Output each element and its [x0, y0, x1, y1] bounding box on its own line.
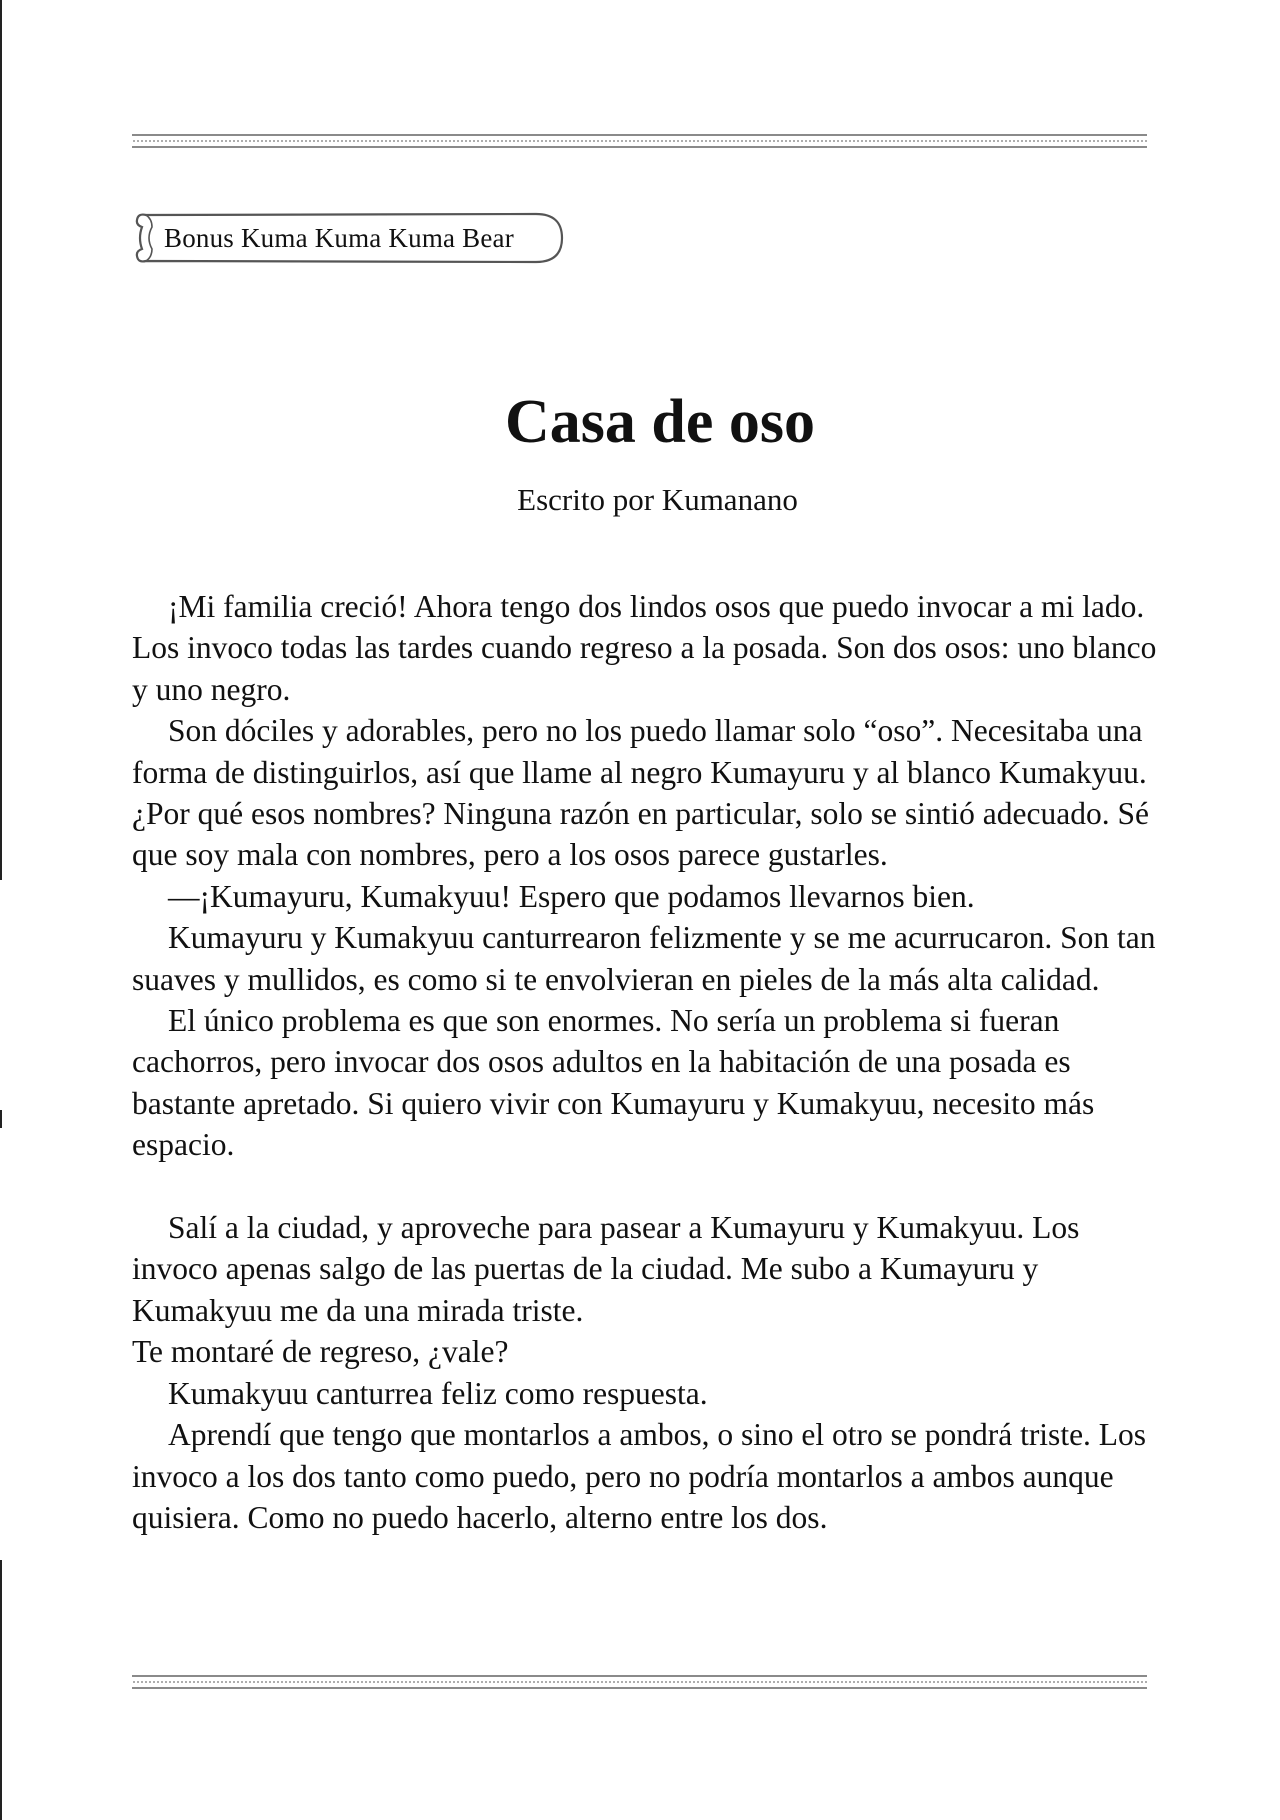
paragraph: Salí a la ciudad, y aproveche para pasear a Kumayuru y Kumakyuu. Los invoco apenas salgo de las puertas de la ciudad. Me subo a Kumayuru y Kumakyuu me da una mirada triste.	[132, 1210, 1080, 1328]
series-tag-label: Bonus Kuma Kuma Kuma Bear	[164, 223, 514, 253]
paragraph: Son dóciles y adorables, pero no los puedo llamar solo “oso”. Necesitaba una forma de distinguirlos, así que llame al negro Kumayuru y al blanco Kumakyuu. ¿Por qué esos nombres? Ninguna razón en particular, solo se sintió adecuado. Sé que soy mala con nombres, pero a los osos parece gustarles.	[132, 713, 1149, 873]
scan-edge-mark-middle	[0, 1110, 2, 1128]
paragraph: ¡Mi familia creció! Ahora tengo dos lindos osos que puedo invocar a mi lado. Los invoco todas las tardes cuando regreso a la posada. Son dos osos: uno blanco y uno negro.	[132, 589, 1157, 707]
chapter-author: Escrito por Kumanano	[517, 482, 798, 517]
paragraph: Kumakyuu canturrea feliz como respuesta.	[168, 1375, 708, 1411]
scan-edge-mark-bottom	[0, 1560, 2, 1820]
chapter-body	[132, 586, 1162, 1538]
top-divider	[132, 134, 1147, 148]
series-tag	[132, 209, 566, 267]
section-break	[132, 1166, 1162, 1207]
paragraph: Te montaré de regreso, ¿vale?	[132, 1334, 509, 1370]
chapter-title: Casa de oso	[504, 388, 816, 456]
paragraph: —¡Kumayuru, Kumakyuu! Espero que podamos llevarnos bien.	[168, 878, 975, 914]
bottom-divider	[132, 1675, 1147, 1689]
paragraph: Kumayuru y Kumakyuu canturrearon felizmente y se me acurrucaron. Son tan suaves y mullidos, es como si te envolvieran en pieles de la más alta calidad.	[132, 920, 1156, 997]
paragraph: Aprendí que tengo que montarlos a ambos, o sino el otro se pondrá triste. Los invoco a los dos tanto como puedo, pero no podría montarlos a ambos aunque quisiera. Como no puedo hacerlo, alterno entre los dos.	[132, 1417, 1147, 1535]
paragraph: El único problema es que son enormes. No sería un problema si fueran cachorros, pero invocar dos osos adultos en la habitación de una posada es bastante apretado. Si quiero vivir con Kumayuru y Kumakyuu, necesito más espacio.	[132, 1003, 1095, 1163]
